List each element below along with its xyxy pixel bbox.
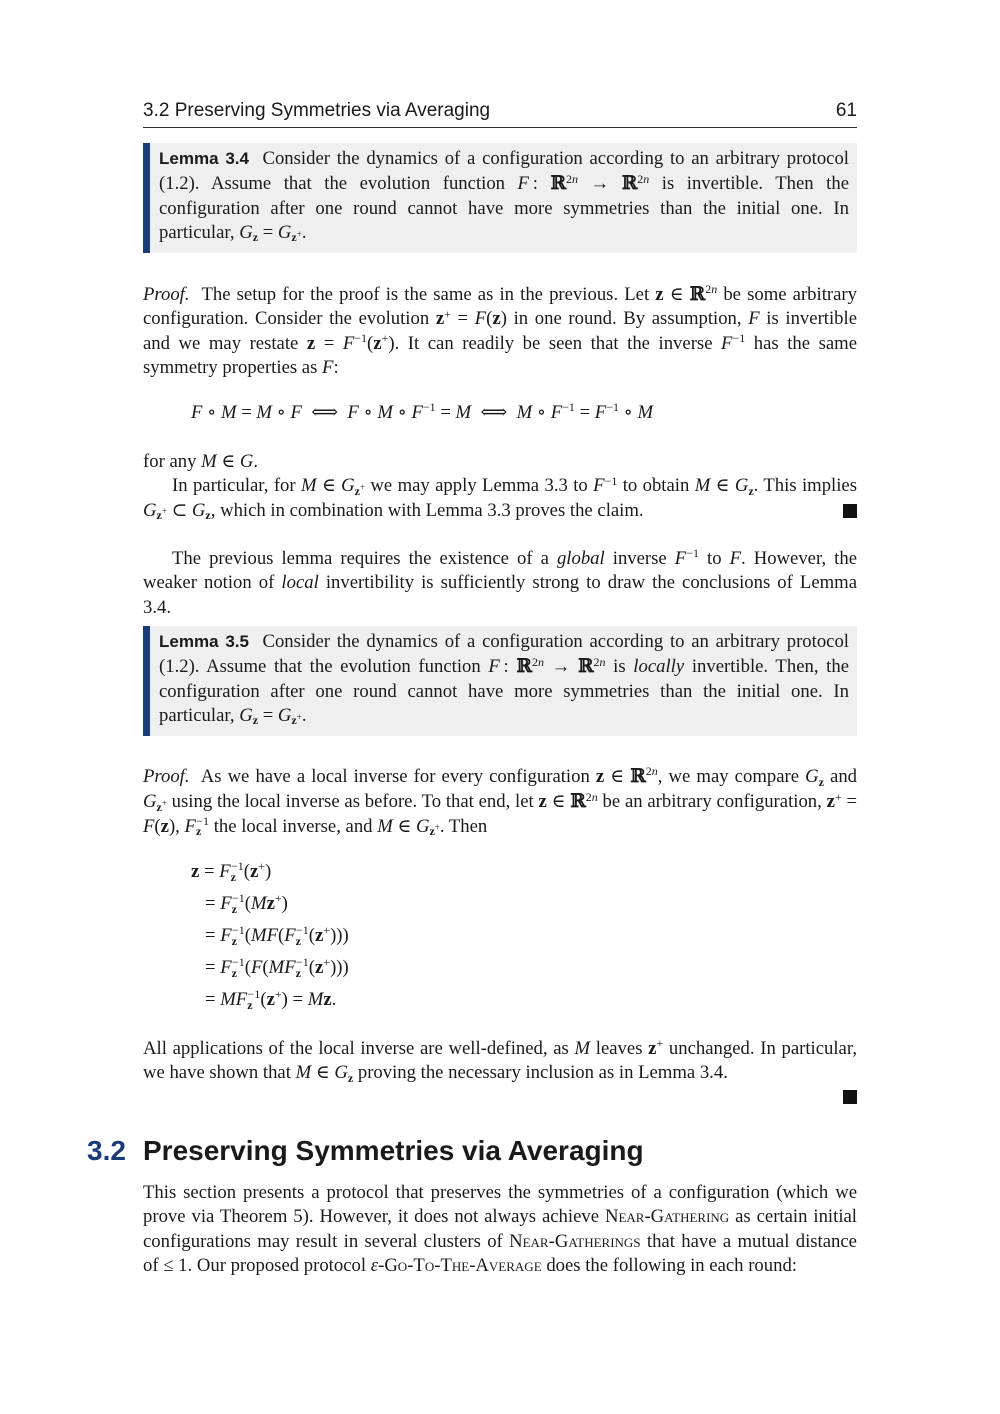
proof-lemma-3-4: [143, 282, 857, 380]
qed-symbol-2: [843, 1090, 857, 1104]
lemma-3-4-box: [143, 143, 857, 253]
proof-label-2: Proof.: [143, 766, 190, 787]
lemma-3-5-text: Lemma 3.5 Consider the dynamics of a configuration according to an arbitrary protocol (1.2). Assume that the evolution function F : ℝ$^{2n}$ → ℝ$^{2n}$ is locally invertible. Then, the configuration after one round cannot have more symmetries than the initial one. In particular, $G_z = G_{z^+}$.: [159, 631, 849, 728]
lemma-3-4-label: Lemma 3.4: [159, 149, 249, 168]
section-intro-paragraph: This section presents a protocol that preserves the symmetries of a configuration (which we prove via Theorem 5). However, it does not always achieve Near-Gathering as certain initial configurations may result in several clusters of Near-Gatherings that have a mutual distance of ≤ 1. Our proposed protocol ε-Go-To-The-Average does the following in each round:: [143, 1182, 857, 1276]
section-title: Preserving Symmetries via Averaging: [143, 1135, 644, 1166]
section-heading: [87, 1133, 644, 1169]
lemma-3-4-text: Lemma 3.4 Consider the dynamics of a configuration according to an arbitrary protocol (1.2). Assume that the evolution function F : ℝ$^{2n}$ → ℝ$^{2n}$ is invertible. Then the configuration after one round cannot have more symmetries than the initial one. In particular, $G_z = G_{z^+}$.: [159, 148, 849, 245]
running-header-title: 3.2 Preserving Symmetries via Averaging: [143, 100, 491, 121]
lemma-3-5-label: Lemma 3.5: [159, 632, 249, 651]
running-header: [143, 100, 857, 128]
equation-symmetry-equivalence: F ∘ M = M ∘ F ⟺ F ∘ M ∘ $F^{-1} = M$ ⟺ M ∘ $F^{-1} = F^{-1}$ ∘ M: [191, 400, 654, 423]
page-number: 61: [835, 100, 857, 121]
section-number: 3.2: [87, 1135, 126, 1166]
proof-2-paragraph: Proof. As we have a local inverse for every configuration z ∈ ℝ$^{2n}$, we may compare $G_z$ and $G_{z^+}$ using the local inverse as before. To that end, let z ∈ ℝ$^{2n}$ be an arbitrary configuration, z+ = F(z), $F_z^{-1}$ the local inverse, and M ∈ $G_{z^+}$. Then: [143, 764, 858, 839]
proof-1-continuation: for any M ∈ G. In particular, for M ∈ $G_{z^+}$ we may apply Lemma 3.3 to $F^{-1}$ to obtain M ∈ $G_z$. This implies $G_{z^+}$ ⊂ $G_z$, which in combination with Lemma 3.3 proves the claim.: [143, 451, 857, 523]
proof-1-paragraph: Proof. The setup for the proof is the same as in the previous. Let z ∈ ℝ$^{2n}$ be some arbitrary configuration. Consider the evolution z+ = F(z) in one round. By assumption, F is invertible and we may restate $z = F^{-1}(z^+)$. It can readily be seen that the inverse $F^{-1}$ has the same symmetry properties as F:: [143, 282, 858, 378]
proof-lemma-3-5: [143, 764, 857, 839]
proof-label: Proof.: [143, 284, 190, 305]
lemma-3-5-box: [143, 626, 857, 736]
proof-2-conclusion: All applications of the local inverse are well-defined, as M leaves z+ unchanged. In particular, we have shown that M ∈ $G_z$ proving the necessary inclusion as in Lemma 3.4.: [143, 1037, 857, 1110]
paragraph-global-local: The previous lemma requires the existence of a global inverse $F^{-1}$ to F. However, the weaker notion of local invertibility is sufficiently strong to draw the conclusions of Lemma 3.4.: [143, 546, 857, 618]
equation-local-inverse-chain: $z = F_z^{-1}(z^+)$ = $F_z^{-1}(Mz^+)$ = $F_z^{-1}(MF(F_z^{-1}(z^+)))$ = $F_z^{-1}(F(MF_z^{-1}(z^+)))$ = $MF_z^{-1}(z^+) = Mz$.: [191, 859, 349, 1012]
qed-symbol: [843, 504, 857, 518]
